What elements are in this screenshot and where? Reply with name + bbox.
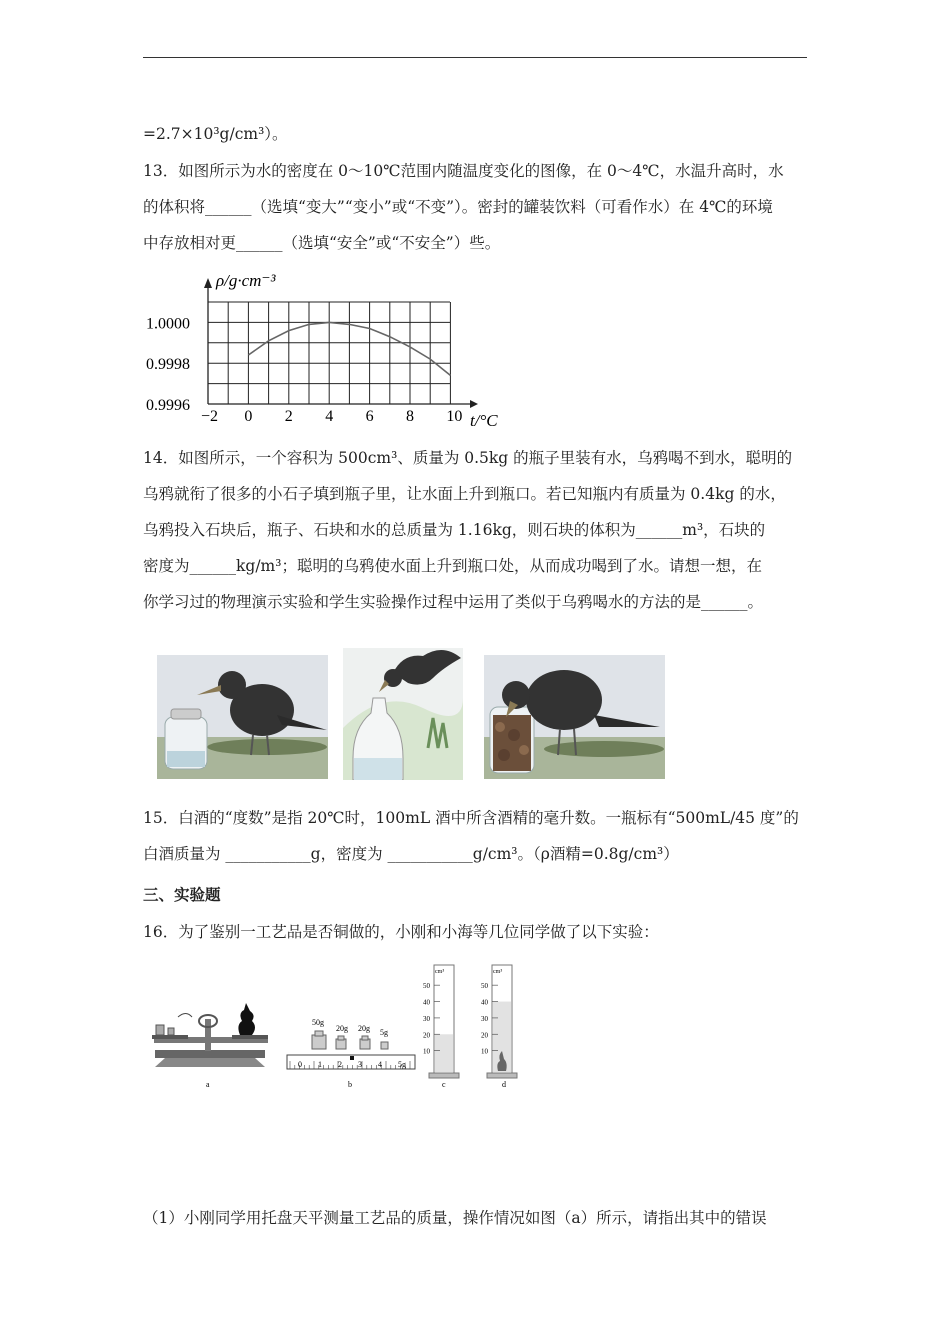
svg-text:50: 50 bbox=[481, 982, 488, 991]
fig-label-a: a bbox=[206, 1080, 210, 1089]
cylinder-c bbox=[423, 965, 459, 1078]
experiment-figures bbox=[140, 955, 540, 1090]
svg-text:cm³: cm³ bbox=[435, 969, 445, 975]
x-tick-label: 8 bbox=[406, 408, 414, 425]
y-tick-label: 0.9996 bbox=[146, 397, 190, 414]
question-13 bbox=[143, 156, 807, 258]
q14-line: 乌鸦投入石块后，瓶子、石块和水的总质量为 1.16kg，则石块的体积为______m³，石块的 bbox=[143, 521, 766, 539]
q14-line: 密度为______kg/m³；聪明的乌鸦使水面上升到瓶口处，从而成功喝到了水。请想一想，在 bbox=[143, 557, 762, 575]
svg-text:50: 50 bbox=[423, 982, 430, 991]
header-rule bbox=[143, 57, 807, 58]
weight-label: 20g bbox=[336, 1024, 348, 1033]
svg-text:10: 10 bbox=[423, 1047, 430, 1056]
fig-label-d: d bbox=[502, 1080, 506, 1089]
ruler-label: 3 bbox=[358, 1060, 362, 1069]
chart-grid bbox=[208, 302, 450, 404]
ruler-label: 2 bbox=[338, 1060, 342, 1069]
x-tick-label: 4 bbox=[325, 408, 334, 425]
svg-text:40: 40 bbox=[423, 998, 430, 1007]
weights-figure bbox=[287, 1031, 415, 1069]
ruler-label: 5g bbox=[398, 1060, 406, 1069]
crow-picture-3 bbox=[484, 655, 665, 779]
q14-line: 乌鸦就衔了很多的小石子填到瓶子里，让水面上升到瓶口。若已知瓶内有质量为 0.4kg 的水， bbox=[143, 485, 786, 503]
svg-text:20: 20 bbox=[423, 1031, 430, 1040]
q14-line: 你学习过的物理演示实验和学生实验操作过程中运用了类似于乌鸦喝水的方法的是______。 bbox=[143, 593, 764, 611]
question-16: 16．为了鉴别一工艺品是否铜做的，小刚和小海等几位同学做了以下实验： bbox=[143, 923, 659, 941]
x-tick-label: 0 bbox=[244, 408, 253, 425]
q13-line: 的体积将______（选填“变大”“变小”或“不变”）。密封的罐装饮料（可看作水）在 4℃的环境 bbox=[143, 198, 773, 216]
fig-label-b: b bbox=[348, 1080, 352, 1089]
y-tick-label: 1.0000 bbox=[146, 315, 190, 333]
weight-label: 50g bbox=[312, 1018, 324, 1027]
y-tick-label: 0.9998 bbox=[146, 356, 190, 374]
section-heading: 三、实验题 bbox=[143, 885, 221, 904]
ruler-label: 0 bbox=[298, 1060, 302, 1069]
cylinder-d bbox=[481, 965, 517, 1078]
balance-figure bbox=[152, 1003, 268, 1067]
chart-ticks bbox=[146, 315, 462, 425]
x-axis-label: t/°C bbox=[470, 411, 498, 430]
x-tick-label: 10 bbox=[446, 408, 463, 425]
q14-line: 14．如图所示，一个容积为 500cm³、质量为 0.5kg 的瓶子里装有水，乌鸦喝不到水，聪明的 bbox=[143, 449, 793, 467]
weight-label: 20g bbox=[358, 1024, 370, 1033]
prev-answer-tail: =2.7×10³g/cm³）。 bbox=[143, 125, 288, 143]
q13-line: 中存放相对更______（选填“安全”或“不安全”）些。 bbox=[143, 234, 501, 252]
density-chart bbox=[140, 268, 520, 433]
question-16-part-1: （1）小刚同学用托盘天平测量工艺品的质量，操作情况如图（a）所示，请指出其中的错误 bbox=[143, 1209, 767, 1227]
ruler-label: 1 bbox=[318, 1060, 322, 1069]
ruler-label: 4 bbox=[378, 1060, 382, 1069]
svg-text:10: 10 bbox=[481, 1047, 488, 1056]
x-tick-label: 2 bbox=[284, 408, 293, 425]
x-tick-label: −2 bbox=[201, 408, 219, 425]
x-tick-label: 6 bbox=[365, 408, 374, 425]
q15-line: 白酒质量为 ___________g，密度为 ___________g/cm³。（ρ酒精=0.8g/cm³） bbox=[143, 845, 679, 863]
question-15 bbox=[143, 803, 807, 869]
question-14 bbox=[143, 443, 807, 617]
svg-text:cm³: cm³ bbox=[493, 969, 503, 975]
svg-text:30: 30 bbox=[481, 1014, 488, 1023]
weight-label: 5g bbox=[380, 1028, 388, 1037]
y-axis-label: ρ/g·cm⁻³ bbox=[216, 271, 276, 290]
svg-text:30: 30 bbox=[423, 1014, 430, 1023]
crow-picture-2 bbox=[343, 648, 463, 780]
svg-text:20: 20 bbox=[481, 1031, 488, 1040]
crow-picture-1 bbox=[157, 655, 328, 779]
q13-line: 13．如图所示为水的密度在 0～10℃范围内随温度变化的图像，在 0～4℃，水温升高时，水 bbox=[143, 162, 784, 180]
fig-label-c: c bbox=[442, 1080, 446, 1089]
q15-line: 15．白酒的“度数”是指 20℃时，100mL 酒中所含酒精的毫升数。一瓶标有“500mL/45 度”的 bbox=[143, 809, 799, 827]
svg-text:40: 40 bbox=[481, 998, 488, 1007]
